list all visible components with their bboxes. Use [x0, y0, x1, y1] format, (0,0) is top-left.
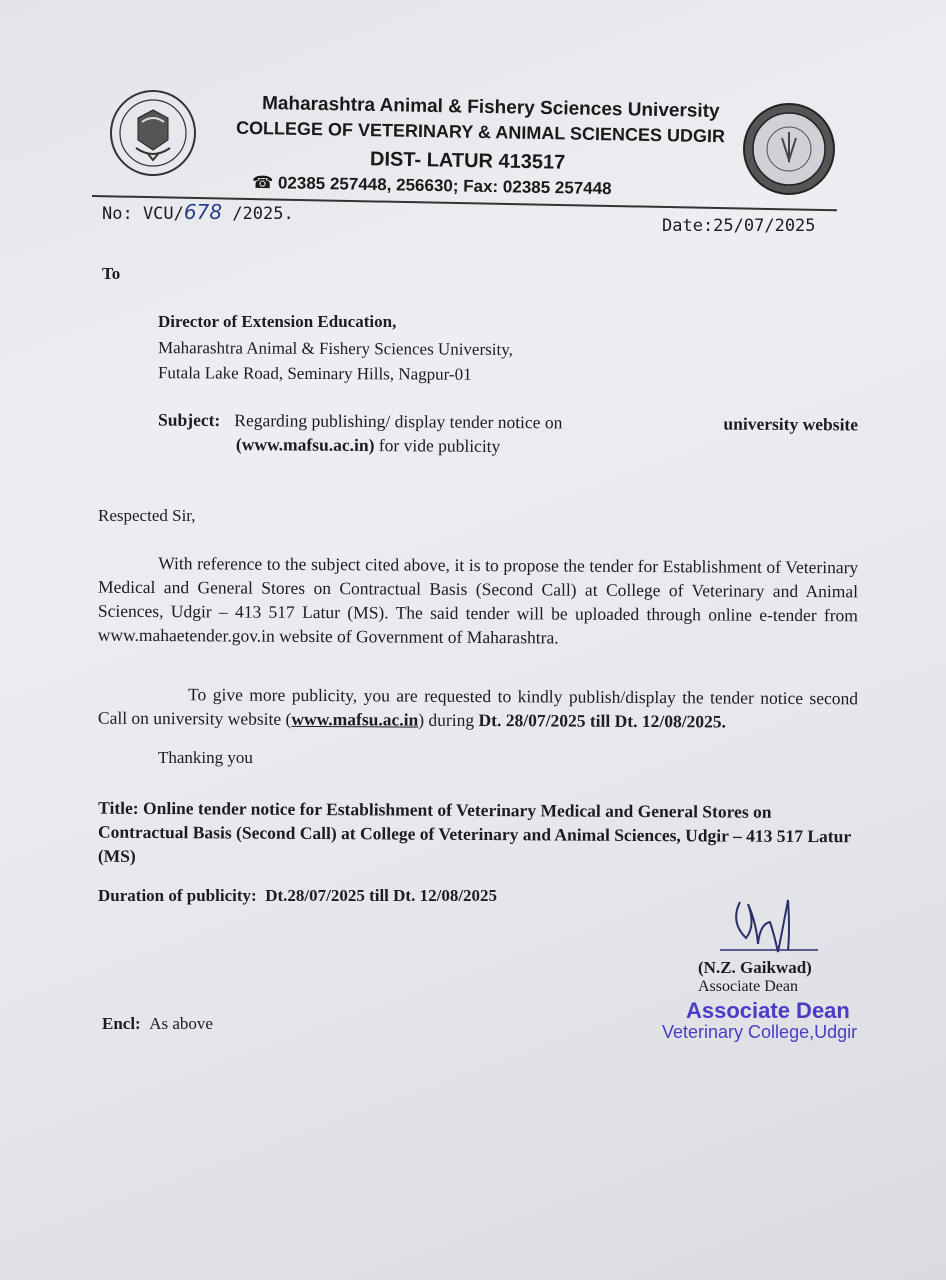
college-name: COLLEGE OF VETERINARY & ANIMAL SCIENCES UDGIR [235, 117, 726, 147]
thanks-line: Thanking you [158, 748, 253, 767]
letter-date: Date:25/07/2025 [662, 216, 816, 236]
handwritten-number: 678 [183, 200, 223, 224]
recipient-address-line2: Futala Lake Road, Seminary Hills, Nagpur-01 [157, 363, 472, 384]
recipient-name: Director of Extension Education, [158, 312, 397, 331]
subject-block [158, 408, 858, 461]
subject-text-end: for vide publicity [374, 435, 501, 456]
duration-of-publicity [98, 886, 497, 906]
contact-numbers: 02385 257448, 256630; Fax: 02385 257448 [277, 173, 612, 199]
duration-label: Duration of publicity: [98, 886, 257, 905]
salutation: Respected Sir, [98, 506, 196, 525]
subject-text: Regarding publishing/ display tender notice on [234, 410, 563, 433]
university-name: Maharashtra Animal & Fishery Sciences University [261, 93, 720, 122]
enclosure-label: Encl: [102, 1014, 141, 1033]
duration-value: Dt.28/07/2025 till Dt. 12/08/2025 [265, 886, 498, 905]
subject-bold-website: university website [723, 413, 859, 435]
enclosure-value: As above [149, 1014, 213, 1033]
official-stamp-title: Associate Dean [686, 998, 850, 1023]
reference-suffix: /2025. [222, 204, 294, 224]
college-seal-logo [742, 102, 836, 196]
to-label: To [102, 264, 121, 283]
para2-text-mid: ) during [418, 709, 479, 731]
reference-number [102, 200, 294, 224]
recipient-address-line1: Maharashtra Animal & Fishery Sciences University, [157, 338, 513, 359]
university-logo [108, 88, 198, 178]
para2-text: To give more publicity, you are requested to kindly publish/display the tender notice second Call on university website ( [97, 684, 859, 729]
subject-label: Subject: [158, 409, 221, 430]
para2-website-link: www.mafsu.ac.in [291, 708, 419, 730]
official-stamp-institution: Veterinary College,Udgir [662, 1022, 858, 1042]
subject-website-url: (www.mafsu.ac.in) [235, 434, 375, 456]
signatory-designation: Associate Dean [698, 978, 798, 995]
body-paragraph-1: With reference to the subject cited above, it is to propose the tender for Establishment of Veterinary Medical and General Stores on Contractual Basis (Second Call) at College of Veterinary and Animal Sciences, Udgir – 413 517 Latur (MS). The said tender will be uploaded through online e-tender from www.mahaetender.gov.in website of Government of Maharashtra. [97, 553, 859, 648]
signatory-name: (N.Z. Gaikwad) [698, 958, 812, 977]
district-address: DIST- LATUR 413517 [369, 148, 566, 174]
reference-prefix: No: VCU/ [102, 204, 184, 224]
tender-title: Title: Online tender notice for Establishment of Veterinary Medical and General Stores on Contractual Basis (Second Call) at College of Veterinary and Animal Sciences, Udgir – 413 517 Latur (MS) [97, 797, 851, 866]
body-paragraph-2 [98, 682, 858, 735]
telephone-icon: ☎ [251, 172, 274, 193]
enclosure-line [102, 1014, 213, 1034]
para2-dates: Dt. 28/07/2025 till Dt. 12/08/2025. [478, 710, 727, 732]
contact-line [252, 173, 612, 199]
